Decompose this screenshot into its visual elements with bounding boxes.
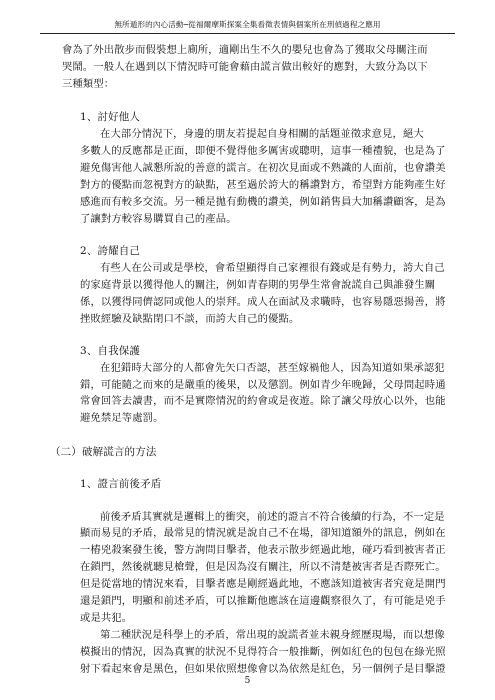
paragraph-line: 模擬出的情況，因為真實的狀況不見得符合一般推斷，例如紅色的包包在綠光照	[80, 646, 446, 659]
paragraph-line: 在大部分情況下，身邊的朋友若提起自身相關的話題並徵求意見，絕大	[100, 127, 424, 140]
paragraph-line: 了讓對方較容易購買自己的產品。	[80, 212, 237, 225]
section-heading: 2、誇耀自己	[80, 244, 141, 257]
page-number: 5	[244, 676, 251, 686]
paragraph-line: 在鎖門，然後就聽見槍聲，但是因為沒有關注，所以不清楚被害者是否際死亡。	[80, 561, 446, 574]
paragraph-line: 有些人在公司或是學校，會希望顯得自己家裡很有錢或是有勢力，誇大自己	[100, 261, 445, 274]
section-heading: 1、證言前後矛盾	[80, 478, 162, 491]
paragraph-line: 前後矛盾其實就是邏輯上的衝突，前述的證言不符合後續的行為，不一定是	[100, 510, 445, 523]
paragraph-line: 避免禁足等處罰。	[80, 412, 164, 425]
section-heading: 1、討好他人	[80, 110, 141, 123]
paragraph-line: 常會回答去讀書，而不是實際情況的約會或是夜遊。除了讓父母放心以外，也能	[80, 395, 446, 408]
section-heading: 3、自我保護	[80, 344, 141, 357]
paragraph-line: 會為了外出散步而假裝想上廁所，適剛出生不久的嬰兒也會為了獲取父母關注而	[62, 44, 428, 56]
paragraph-line: 感進而有較多交流。另一種是拋有動機的讚美，例如銷售員大加稱讚顧客，是為	[80, 195, 446, 208]
paragraph-line: 射下看起來會是黑色，但如果依照想像會以為依然是紅色，另一個例子是目擊證	[80, 663, 446, 675]
paragraph-line: 哭鬧。一般人在遇到以下情況時可能會藉由謊言做出較好的應對，大致分為以下	[62, 60, 428, 73]
paragraph-line: 三種類型：	[62, 77, 115, 90]
paragraph-line: 對方的優點而忽視對方的缺點，甚至過於誇大的稱讚對方，希望對方能夠產生好	[80, 178, 446, 191]
paragraph-line: 還是鎖門，明顯和前述矛盾，可以推斷他應該在這邊觀察很久了，有可能是兇手	[80, 595, 446, 608]
paragraph-line: 但是從當地的情況來看，目擊者應是剛經過此地，不應該知道被害者究竟是開門	[80, 578, 446, 591]
paragraph-line: 避免傷害他人誠懇所說的善意的謊言。在初次見面或不熟識的人面前，也會讚美	[80, 161, 446, 174]
paragraph-line: 多數人的反應都是正面，即便不覺得他多厲害或聰明，這事一種禮貌，也是為了	[80, 144, 446, 157]
paragraph-line: 第二種狀況是科學上的矛盾，常出現的說謊者並未親身經歷現場，而以想像	[100, 629, 445, 642]
paragraph-line: 挫敗經驗及缺點閉口不談，而誇大自己的優點。	[80, 312, 300, 325]
paragraph-line: 係，以獲得同儕認同或他人的崇拜。成人在面試及求職時，也容易隱惡揚善，將	[80, 295, 446, 308]
paragraph-line: 一樁兇殺案發生後，警方詢問目擊者，他表示散步經過此地，碰巧看到被害者正	[80, 544, 446, 557]
subsection-title: （二）破解謊言的方法	[50, 446, 157, 459]
header-divider	[40, 33, 455, 34]
paragraph-line: 或是共犯。	[80, 612, 133, 625]
paragraph-line: 在犯錯時大部分的人都會先矢口否認，甚至嫁禍他人，因為知道如果承認犯	[100, 361, 445, 374]
paragraph-line: 錯，可能隨之而來的是嚴重的後果，以及懲罰。例如青少年晚歸，父母問起時通	[80, 378, 446, 391]
paragraph-line: 的家庭背景以獲得他人的關注，例如青春期的男學生常會說謊自己與誰發生關	[80, 278, 436, 291]
paragraph-line: 顯而易見的矛盾，最常見的情況就是說自己不在場，卻知道額外的訊息，例如在	[80, 527, 446, 540]
running-header: 無所遁形的內心活動─從福爾摩斯探案全集看徵表情與個案所在刑偵過程之應用	[114, 20, 381, 29]
